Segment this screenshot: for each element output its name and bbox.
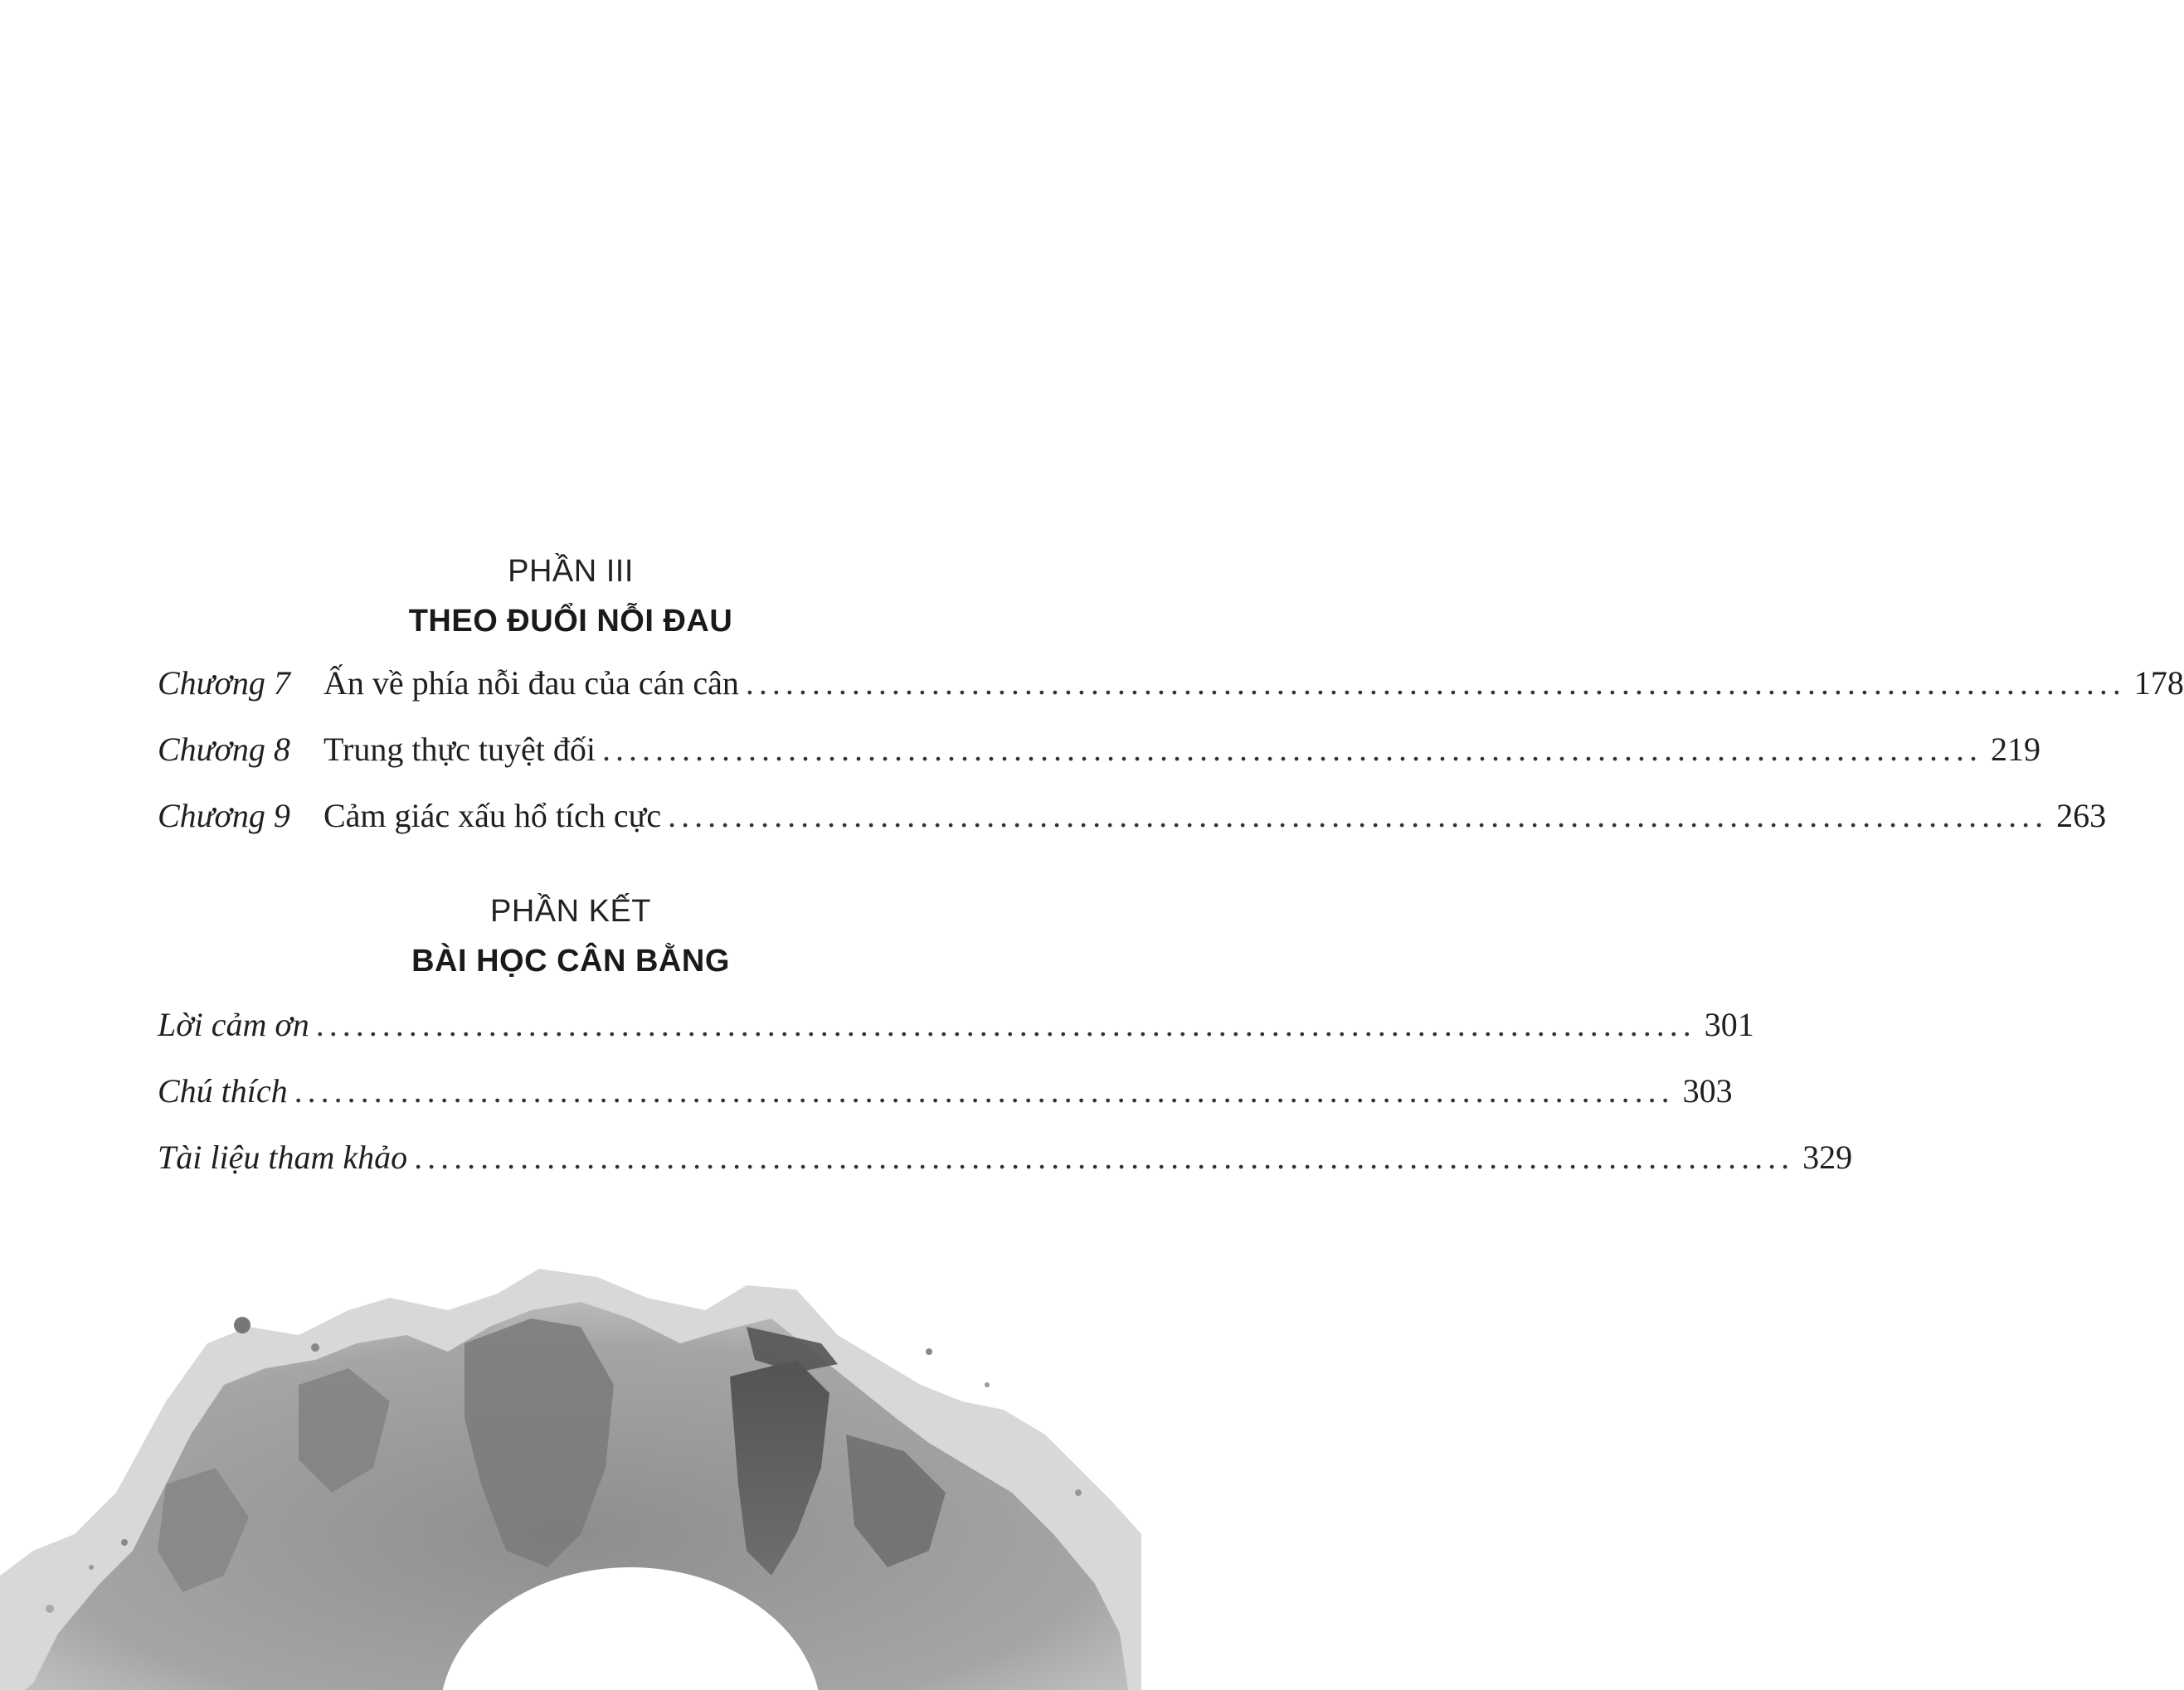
chapter-number: Chương 8 [158,731,290,768]
page-number: 178 [2133,664,2184,702]
conclusion-title: BÀI HỌC CÂN BẰNG [411,944,730,979]
page-number: 329 [1802,1139,1853,1176]
dot-leader: ........................................................................................................ [602,731,1982,768]
dot-leader: ........................................................................................................ [294,1072,1675,1110]
entry-title: Chú thích [158,1072,288,1110]
toc-entry-references[interactable] [158,1138,1853,1184]
chapter-title: Cảm giác xấu hổ tích cực [323,797,662,834]
part-3-label: PHẦN III [508,554,634,589]
conclusion-label: PHẦN KẾT [489,894,652,929]
dot-leader: ........................................................................................................ [745,664,2126,702]
dot-leader: ........................................................................................................ [315,1006,1696,1043]
page-number: 301 [1704,1006,1754,1043]
chapter-title: Ấn về phía nỗi đau của cán cân [323,664,739,702]
toc-entry-acknowledgements[interactable] [158,1005,1754,1051]
part-3-title: THEO ĐUỔI NỖI ĐAU [408,604,733,639]
chapter-title: Trung thực tuyệt đối [323,731,596,768]
page-number: 219 [1991,731,2041,768]
toc-entry-chapter-7[interactable] [158,663,2184,710]
page-number: 303 [1682,1072,1733,1110]
ink-splash-illustration [0,1219,1141,1690]
entry-title: Lời cảm ơn [158,1006,309,1043]
toc-entry-chapter-9[interactable] [158,796,2107,843]
page-number: 263 [2056,797,2107,834]
chapter-number: Chương 9 [158,797,290,834]
chapter-number: Chương 7 [158,664,290,702]
dot-leader: ........................................................................................................ [414,1139,1795,1176]
dot-leader: ........................................................................................................ [668,797,2049,834]
entry-title: Tài liệu tham khảo [158,1139,408,1176]
toc-entry-chapter-8[interactable] [158,730,2041,776]
toc-entry-notes[interactable] [158,1071,1733,1118]
